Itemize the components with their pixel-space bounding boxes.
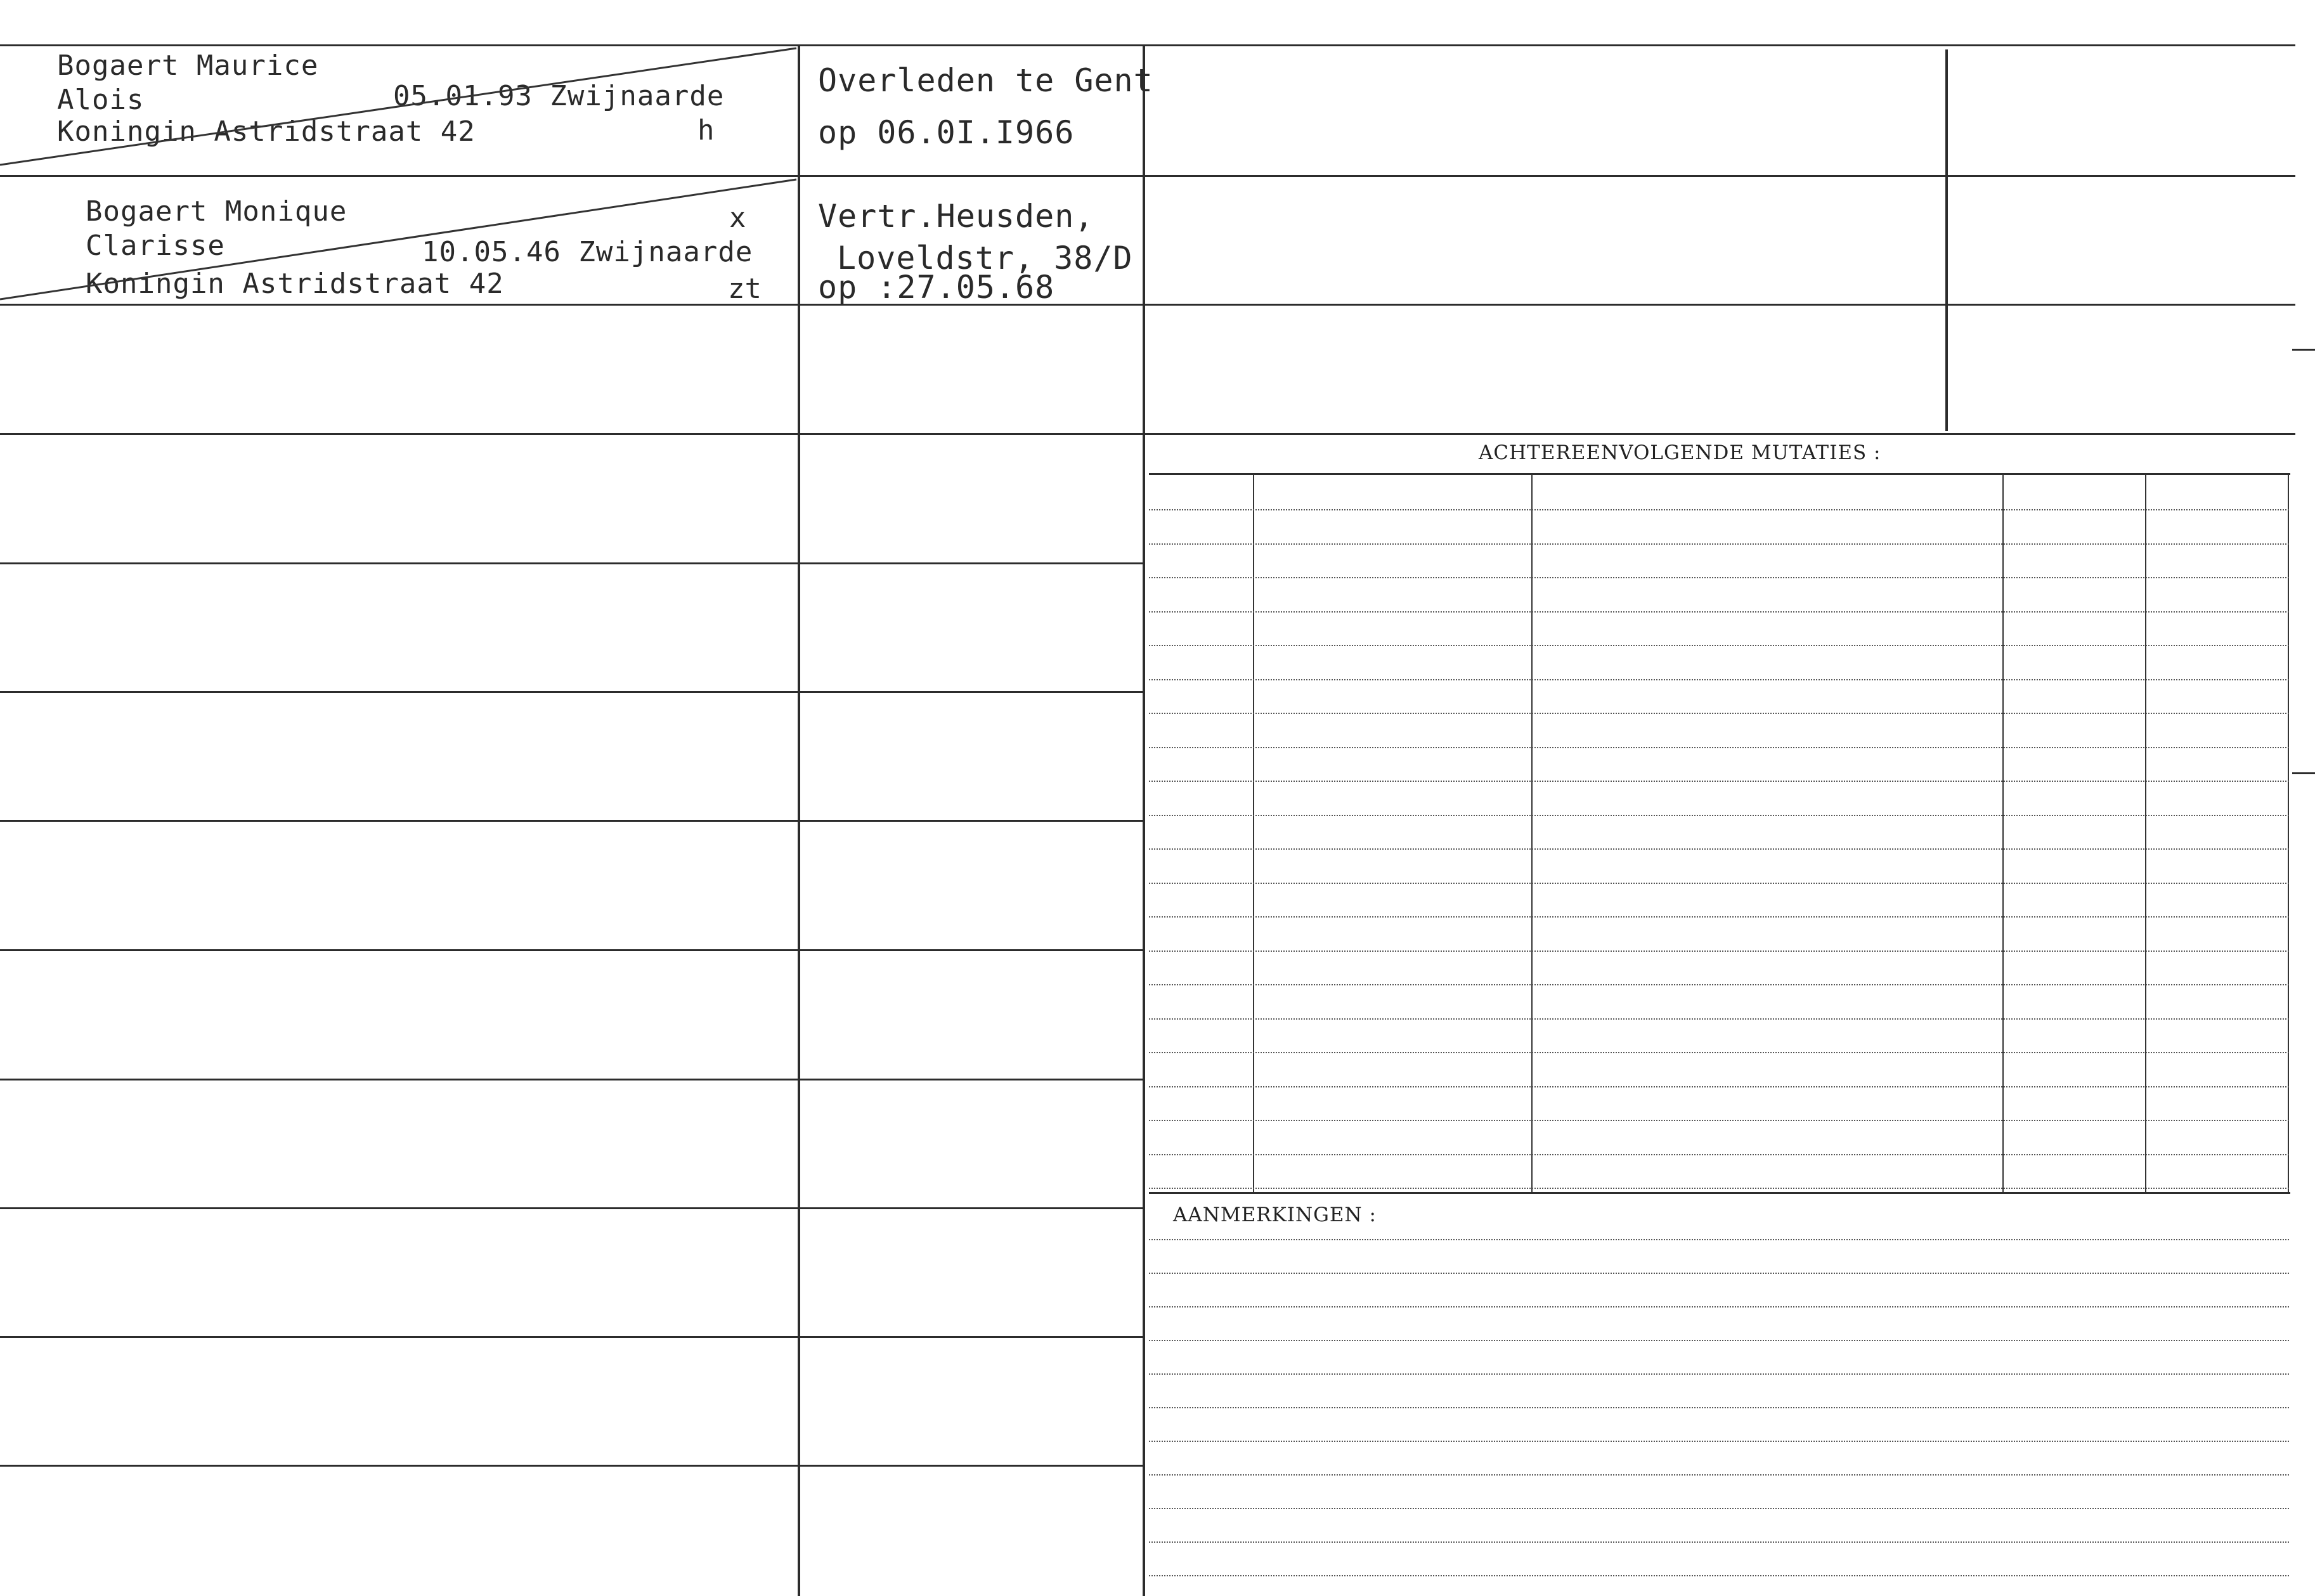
record-1-note-2: op 06.0I.I966 xyxy=(818,114,1075,151)
record-2-note-1: Vertr.Heusden, xyxy=(818,198,1094,235)
record-1-name: Bogaert Maurice xyxy=(57,49,319,82)
record-1-birth: 05.01.93 Zwijnaarde xyxy=(393,80,725,112)
record-2-note-3: op :27.05.68 xyxy=(818,269,1055,306)
record-1-address: Koningin Astridstraat 42 xyxy=(57,115,476,148)
record-1-note-1: Overleden te Gent xyxy=(818,62,1153,99)
record-1-code: h xyxy=(697,114,715,146)
record-2-strike xyxy=(0,179,796,299)
record-2-second-name: Clarisse xyxy=(86,230,225,262)
record-2-address: Koningin Astridstraat 42 xyxy=(86,268,504,300)
record-1-strike xyxy=(0,48,796,165)
record-2-birth: 10.05.46 Zwijnaarde xyxy=(422,236,753,268)
record-1-second-name: Alois xyxy=(57,84,145,116)
record-2-note-2: Loveldstr, 38/D xyxy=(837,240,1133,276)
record-2-name: Bogaert Monique xyxy=(86,195,347,228)
mutations-title: ACHTEREENVOLGENDE MUTATIES : xyxy=(1479,441,1881,464)
remarks-title: AANMERKINGEN : xyxy=(1173,1203,1377,1226)
record-2-code-top: x xyxy=(729,202,746,234)
record-2-code: zt xyxy=(728,273,762,305)
